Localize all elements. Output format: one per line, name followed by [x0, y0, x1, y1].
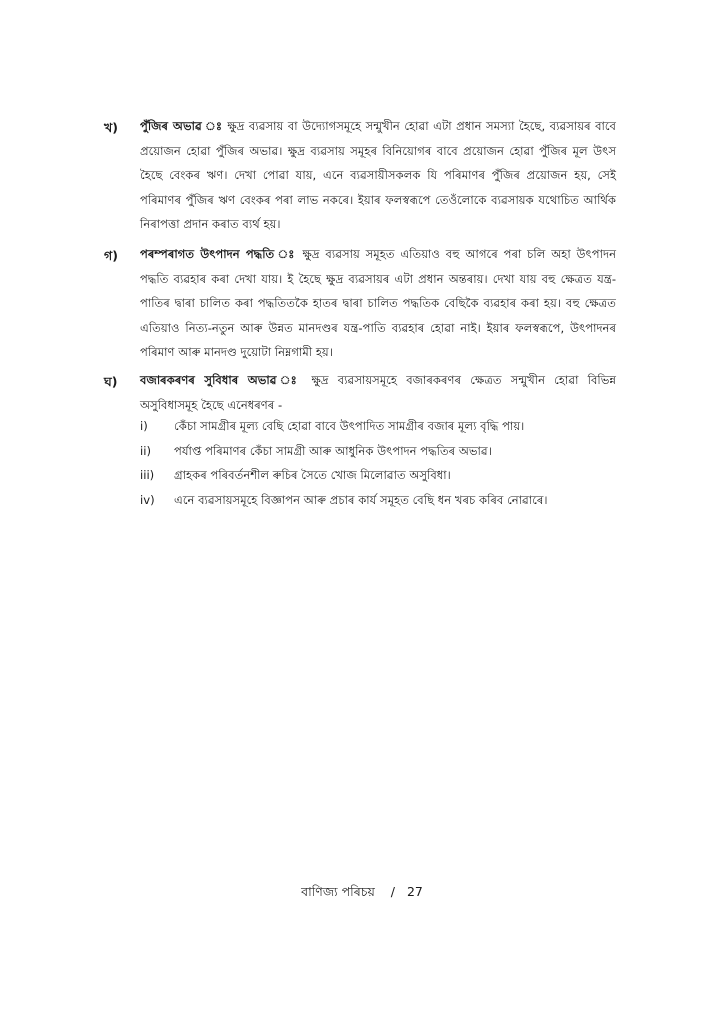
- list-item: [140, 414, 616, 439]
- list-item: [140, 488, 616, 513]
- list-item-text: পৰ্যাপ্ত পৰিমাণৰ কেঁচা সামগ্ৰী আৰু আধুনিক উৎপাদন পদ্ধতিৰ অভাৱ।: [174, 443, 492, 458]
- list-item: [140, 439, 616, 464]
- section-body: [140, 114, 616, 237]
- book-title: বাণিজ্য পৰিচয়: [301, 884, 375, 899]
- section-text: ক্ষুদ্ৰ ব্যৱসায় সমূহত এতিয়াও বহু আগৰে পৰা চলি অহা উৎপাদন পদ্ধতি ব্যৱহাৰ কৰা দেখা যায়। ই হৈছে ক্ষুদ্ৰ ব্যৱসায়ৰ এটা প্ৰধান অন্তৰায়। দেখা যায় বহু ক্ষেত্ৰত যন্ত্ৰ-পাতিৰ দ্বাৰা চালিত কৰা পদ্ধতিতকৈ হাতৰ দ্বাৰা চালিত পদ্ধতিক বেছিকৈ ব্যৱহাৰ কৰা হয়। বহু ক্ষেত্ৰত এতিয়াও নিত্য-নতুন আৰু উন্নত মানদণ্ডৰ যন্ত্ৰ-পাতি ব্যৱহাৰ হোৱা নাই। ইয়াৰ ফলস্বৰূপে, উৎপাদনৰ পৰিমাণ আৰু মানদণ্ড দুয়োটা নিম্নগামী হয়।: [140, 247, 616, 359]
- section-marker: গ): [104, 248, 118, 263]
- section-marker: খ): [104, 120, 118, 135]
- section-text: ক্ষুদ্ৰ ব্যৱসায় বা উদ্যোগসমূহে সন্মুখীন হোৱা এটা প্ৰধান সমস্যা হৈছে, ব্যৱসায়ৰ বাবে প্ৰয়োজন হোৱা পুঁজিৰ অভাৱ। ক্ষুদ্ৰ ব্যৱসায় সমূহৰ বিনিয়োগৰ বাবে প্ৰয়োজন হোৱা পুঁজিৰ মূল উৎস হৈছে বেংকৰ ঋণ। দেখা পোৱা যায়, এনে ব্যৱসায়ীসকলক যি পৰিমাণৰ পুঁজিৰ প্ৰয়োজন হয়, সেই পৰিমাণৰ পুঁজিৰ ঋণ বেংকৰ পৰা লাভ নকৰে। ইয়াৰ ফলস্বৰূপে তেওঁলোকে ব্যৱসায়ক যথোচিত আৰ্থিক নিৰাপত্তা প্ৰদান কৰাত ব্যৰ্থ হয়।: [140, 119, 617, 231]
- page-number: 27: [406, 884, 423, 899]
- footer-separator: /: [390, 884, 395, 899]
- list-item-number: iii): [140, 468, 155, 482]
- section-text: ক্ষুদ্ৰ ব্যৱসায়সমূহে বজাৰকৰণৰ ক্ষেত্ৰত সন্মুখীন হোৱা বিভিন্ন অসুবিধাসমূহ হৈছে এনেধৰণৰ -: [140, 373, 616, 412]
- section-body: [140, 242, 616, 365]
- list-item: [140, 463, 616, 488]
- section-heading: পুঁজিৰ অভাৱ ঃ: [140, 119, 223, 133]
- list-item-number: iv): [140, 492, 155, 507]
- section-body: [140, 368, 616, 417]
- list-item-text: কেঁচা সামগ্ৰীৰ মূল্য বেছি হোৱা বাবে উৎপাদিত সামগ্ৰীৰ বজাৰ মূল্য বৃদ্ধি পায়।: [174, 419, 525, 433]
- list-item-text: গ্ৰাহকৰ পৰিবৰ্তনশীল ৰুচিৰ সৈতে খোজ মিলোৱাত অসুবিধা।: [174, 468, 451, 482]
- section-marker: ঘ): [104, 374, 118, 389]
- list-item-number: i): [140, 419, 148, 433]
- section-heading: পৰম্পৰাগত উৎপাদন পদ্ধতি ঃ: [140, 247, 297, 261]
- list-item-text: এনে ব্যৱসায়সমূহে বিজ্ঞাপন আৰু প্ৰচাৰ কাৰ্য সমূহত বেছি ধন খৰচ কৰিব নোৱাৰে।: [174, 492, 548, 507]
- page-footer: [0, 884, 724, 904]
- list-item-number: ii): [140, 443, 151, 458]
- sub-list: [140, 414, 616, 512]
- section-heading: বজাৰকৰণৰ সুবিধাৰ অভাৱ ঃ: [140, 373, 303, 387]
